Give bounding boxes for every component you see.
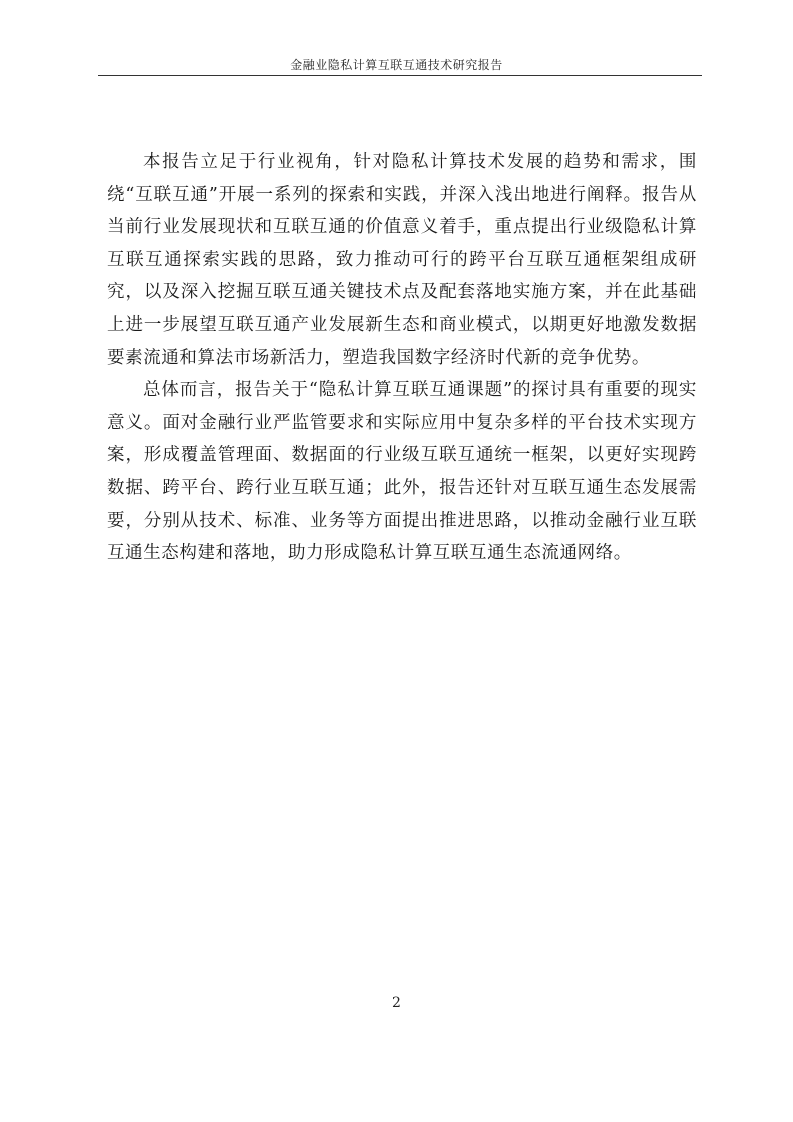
paragraph-2: 总体而言，报告关于“隐私计算互联互通课题”的探讨具有重要的现实意义。面对金融行业严监管要求和实际应用中复杂多样的平台技术实现方案，形成覆盖管理面、数据面的行业级互联互通统一框架，以更好实现跨数据、跨平台、跨行业互联互通；此外，报告还针对互联互通生态发展需要，分别从技术、标准、业务等方面提出推进思路，以推动金融行业互联互通生态构建和落地，助力形成隐私计算互联互通生态流通网络。 [107, 380, 697, 564]
body-text [107, 146, 697, 570]
header-divider [98, 75, 702, 76]
paragraph-1: 本报告立足于行业视角，针对隐私计算技术发展的趋势和需求，围绕“互联互通”开展一系列的探索和实践，并深入浅出地进行阐释。报告从当前行业发展现状和互联互通的价值意义着手，重点提出行业级隐私计算互联互通探索实践的思路，致力推动可行的跨平台互联互通框架组成研究，以及深入挖掘互联互通关键技术点及配套落地实施方案，并在此基础上进一步展望互联互通产业发展新生态和商业模式，以期更好地激发数据要素流通和算法市场新活力，塑造我国数字经济时代新的竞争优势。 [107, 152, 697, 368]
page-number: 2 [392, 995, 401, 1011]
running-header-title: 金融业隐私计算互联互通技术研究报告 [290, 58, 503, 72]
